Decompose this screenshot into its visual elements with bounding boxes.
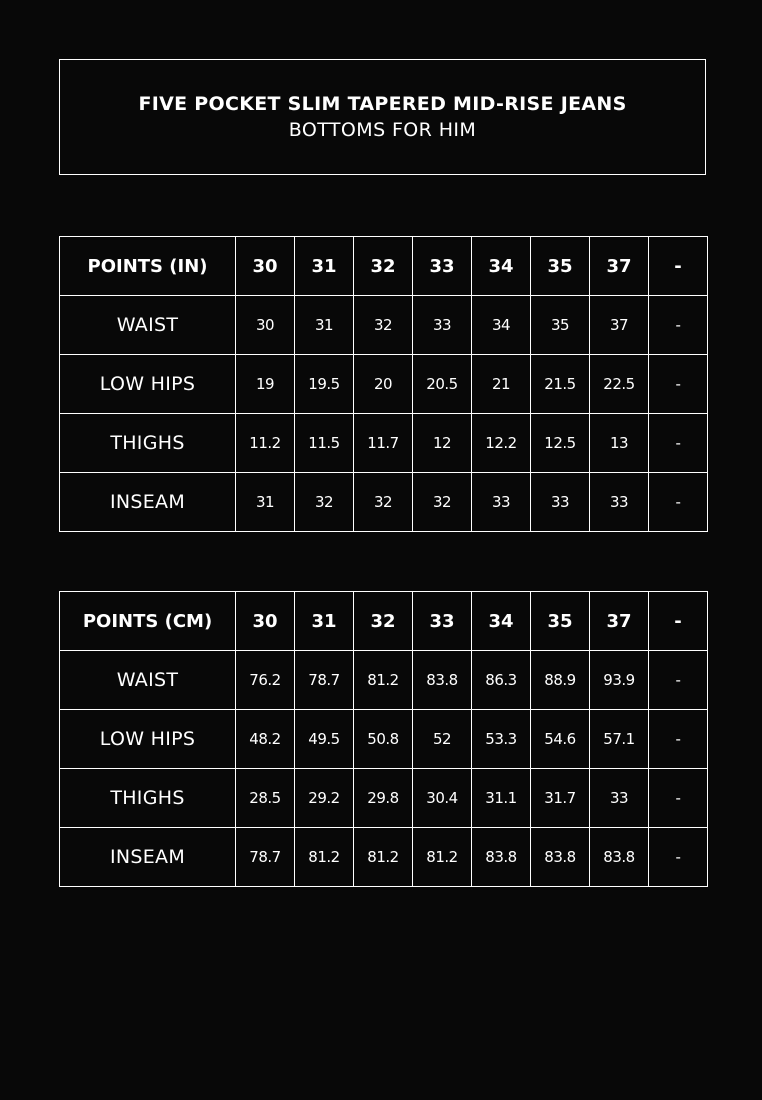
measurement-label: WAIST bbox=[60, 296, 236, 355]
measurement-value: 81.2 bbox=[295, 828, 354, 887]
table-row bbox=[60, 414, 708, 473]
measurement-value: 12.5 bbox=[531, 414, 590, 473]
table-row bbox=[60, 769, 708, 828]
table-row bbox=[60, 828, 708, 887]
measurement-value: 30 bbox=[236, 296, 295, 355]
table-row bbox=[60, 710, 708, 769]
product-category: BOTTOMS FOR HIM bbox=[288, 119, 477, 141]
measurement-value: 54.6 bbox=[531, 710, 590, 769]
measurement-label: WAIST bbox=[60, 651, 236, 710]
measurement-value: 48.2 bbox=[236, 710, 295, 769]
size-header: 32 bbox=[354, 592, 413, 651]
header-row bbox=[60, 592, 708, 651]
title-box bbox=[59, 59, 706, 175]
measurement-value: 88.9 bbox=[531, 651, 590, 710]
measurement-value: 83.8 bbox=[590, 828, 649, 887]
measurement-value: 76.2 bbox=[236, 651, 295, 710]
measurement-value: 57.1 bbox=[590, 710, 649, 769]
measurement-value: - bbox=[649, 710, 708, 769]
size-header: 33 bbox=[413, 592, 472, 651]
size-chart-inches bbox=[59, 236, 708, 532]
measurement-value: 22.5 bbox=[590, 355, 649, 414]
size-header: - bbox=[649, 237, 708, 296]
table-row bbox=[60, 473, 708, 532]
measurement-value: 20 bbox=[354, 355, 413, 414]
size-header: 33 bbox=[413, 237, 472, 296]
size-header: 30 bbox=[236, 237, 295, 296]
measurement-value: 81.2 bbox=[354, 828, 413, 887]
measurement-value: 52 bbox=[413, 710, 472, 769]
measurement-value: 12.2 bbox=[472, 414, 531, 473]
measurement-value: 32 bbox=[413, 473, 472, 532]
table-row bbox=[60, 355, 708, 414]
measurement-value: 19.5 bbox=[295, 355, 354, 414]
measurement-value: 81.2 bbox=[413, 828, 472, 887]
table-row bbox=[60, 296, 708, 355]
measurement-label: INSEAM bbox=[60, 473, 236, 532]
measurement-value: 29.8 bbox=[354, 769, 413, 828]
measurement-value: 30.4 bbox=[413, 769, 472, 828]
measurement-value: 33 bbox=[590, 473, 649, 532]
measurement-value: 50.8 bbox=[354, 710, 413, 769]
size-header: 35 bbox=[531, 237, 590, 296]
measurement-value: - bbox=[649, 473, 708, 532]
measurement-value: 13 bbox=[590, 414, 649, 473]
measurement-value: - bbox=[649, 414, 708, 473]
measurement-value: 78.7 bbox=[236, 828, 295, 887]
measurement-value: 78.7 bbox=[295, 651, 354, 710]
measurement-value: 32 bbox=[295, 473, 354, 532]
measurement-value: 11.2 bbox=[236, 414, 295, 473]
measurement-value: - bbox=[649, 355, 708, 414]
measurement-value: 34 bbox=[472, 296, 531, 355]
measurement-value: 33 bbox=[531, 473, 590, 532]
size-header: 30 bbox=[236, 592, 295, 651]
measurement-value: 20.5 bbox=[413, 355, 472, 414]
measurement-value: 19 bbox=[236, 355, 295, 414]
size-header: 34 bbox=[472, 592, 531, 651]
size-header: 35 bbox=[531, 592, 590, 651]
measurement-value: 33 bbox=[590, 769, 649, 828]
measurement-value: 21.5 bbox=[531, 355, 590, 414]
measurement-value: 31 bbox=[236, 473, 295, 532]
measurement-value: 31.7 bbox=[531, 769, 590, 828]
points-header: POINTS (CM) bbox=[60, 592, 236, 651]
size-header: 32 bbox=[354, 237, 413, 296]
measurement-value: 29.2 bbox=[295, 769, 354, 828]
measurement-value: 37 bbox=[590, 296, 649, 355]
table-row bbox=[60, 651, 708, 710]
measurement-value: 81.2 bbox=[354, 651, 413, 710]
size-header: 31 bbox=[295, 237, 354, 296]
measurement-value: 53.3 bbox=[472, 710, 531, 769]
header-row bbox=[60, 237, 708, 296]
measurement-value: 28.5 bbox=[236, 769, 295, 828]
measurement-value: 21 bbox=[472, 355, 531, 414]
size-header: 34 bbox=[472, 237, 531, 296]
measurement-value: 33 bbox=[413, 296, 472, 355]
measurement-value: 32 bbox=[354, 473, 413, 532]
measurement-value: 86.3 bbox=[472, 651, 531, 710]
measurement-label: THIGHS bbox=[60, 414, 236, 473]
size-header: 37 bbox=[590, 592, 649, 651]
measurement-value: 31.1 bbox=[472, 769, 531, 828]
measurement-label: LOW HIPS bbox=[60, 710, 236, 769]
measurement-label: LOW HIPS bbox=[60, 355, 236, 414]
measurement-value: - bbox=[649, 769, 708, 828]
measurement-value: 11.7 bbox=[354, 414, 413, 473]
measurement-value: - bbox=[649, 828, 708, 887]
size-chart-centimeters bbox=[59, 591, 708, 887]
size-header: 37 bbox=[590, 237, 649, 296]
measurement-value: - bbox=[649, 651, 708, 710]
measurement-label: INSEAM bbox=[60, 828, 236, 887]
measurement-value: 32 bbox=[354, 296, 413, 355]
measurement-label: THIGHS bbox=[60, 769, 236, 828]
measurement-value: 93.9 bbox=[590, 651, 649, 710]
measurement-value: - bbox=[649, 296, 708, 355]
measurement-value: 83.8 bbox=[531, 828, 590, 887]
measurement-value: 12 bbox=[413, 414, 472, 473]
measurement-value: 31 bbox=[295, 296, 354, 355]
measurement-value: 49.5 bbox=[295, 710, 354, 769]
measurement-value: 83.8 bbox=[472, 828, 531, 887]
points-header: POINTS (IN) bbox=[60, 237, 236, 296]
size-header: 31 bbox=[295, 592, 354, 651]
size-header: - bbox=[649, 592, 708, 651]
product-title: FIVE POCKET SLIM TAPERED MID-RISE JEANS bbox=[138, 93, 627, 115]
measurement-value: 83.8 bbox=[413, 651, 472, 710]
measurement-value: 33 bbox=[472, 473, 531, 532]
measurement-value: 11.5 bbox=[295, 414, 354, 473]
measurement-value: 35 bbox=[531, 296, 590, 355]
